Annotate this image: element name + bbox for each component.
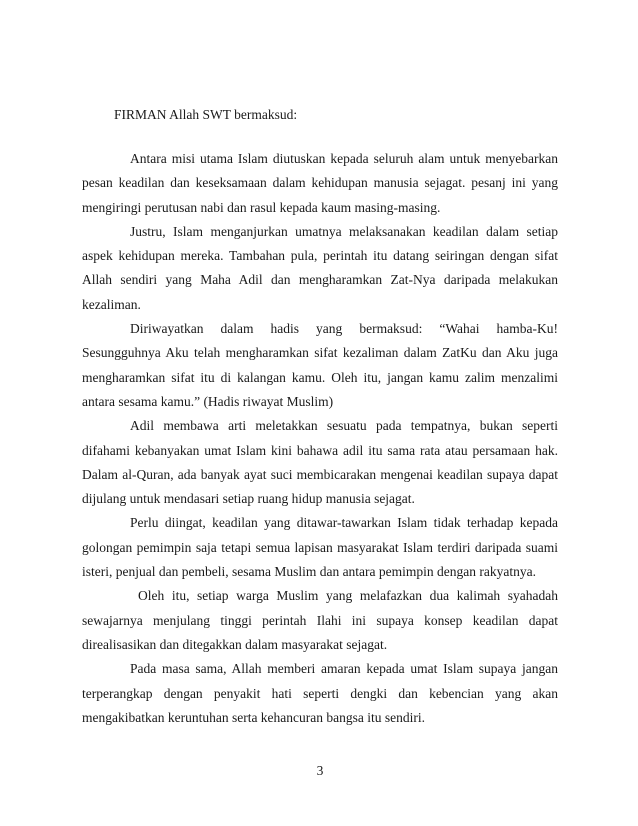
document-body bbox=[82, 147, 558, 730]
paragraph-5: Perlu diingat, keadilan yang ditawar-tawarkan Islam tidak terhadap kepada golongan pemimpin saja tetapi semua lapisan masyarakat Islam terdiri daripada suami isteri, penjual dan pembeli, sesama Muslim dan antara pemimpin dengan rakyatnya. bbox=[82, 515, 558, 580]
paragraph-3: Diriwayatkan dalam hadis yang bermaksud: “Wahai hamba-Ku! Sesungguhnya Aku telah mengharamkan sifat kezaliman dalam ZatKu dan Aku juga mengharamkan sifat itu di kalangan kamu. Oleh itu, jangan kamu zalim menzalimi antara sesama kamu.” (Hadis riwayat Muslim) bbox=[82, 321, 558, 409]
paragraph-1: Antara misi utama Islam diutuskan kepada seluruh alam untuk menyebarkan pesan keadilan dan keseksamaan dalam kehidupan manusia sejagat. pesanj ini yang mengiringi perutusan nabi dan rasul kepada kaum masing-masing. bbox=[82, 151, 558, 215]
document-page bbox=[82, 0, 558, 826]
paragraph-7: Pada masa sama, Allah memberi amaran kepada umat Islam supaya jangan terperangkap dengan penyakit hati seperti dengki dan kebencian yang akan mengakibatkan keruntuhan serta kehancuran bangsa itu sendiri. bbox=[82, 661, 558, 725]
document-heading: FIRMAN Allah SWT bermaksud: bbox=[114, 107, 298, 122]
paragraph-4: Adil membawa arti meletakkan sesuatu pada tempatnya, bukan seperti difahami kebanyakan umat Islam kini bahawa adil itu sama rata atau persamaan hak. Dalam al-Quran, ada banyak ayat suci membicarakan mengenai keadilan supaya dapat dijulang untuk mendasari setiap ruang hidup manusia sejagat. bbox=[82, 418, 558, 507]
page-number: 3 bbox=[316, 763, 324, 778]
paragraph-6: Oleh itu, setiap warga Muslim yang melafazkan dua kalimah syahadah sewajarnya menjulang tinggi perintah Ilahi ini supaya konsep keadilan dapat direalisasikan dan ditegakkan dalam masyarakat sejagat. bbox=[82, 588, 558, 652]
paragraph-2: Justru, Islam menganjurkan umatnya melaksanakan keadilan dalam setiap aspek kehidupan mereka. Tambahan pula, perintah itu datang seiringan dengan sifat Allah sendiri yang Maha Adil dan mengharamkan Zat-Nya daripada melakukan kezaliman. bbox=[82, 223, 558, 312]
